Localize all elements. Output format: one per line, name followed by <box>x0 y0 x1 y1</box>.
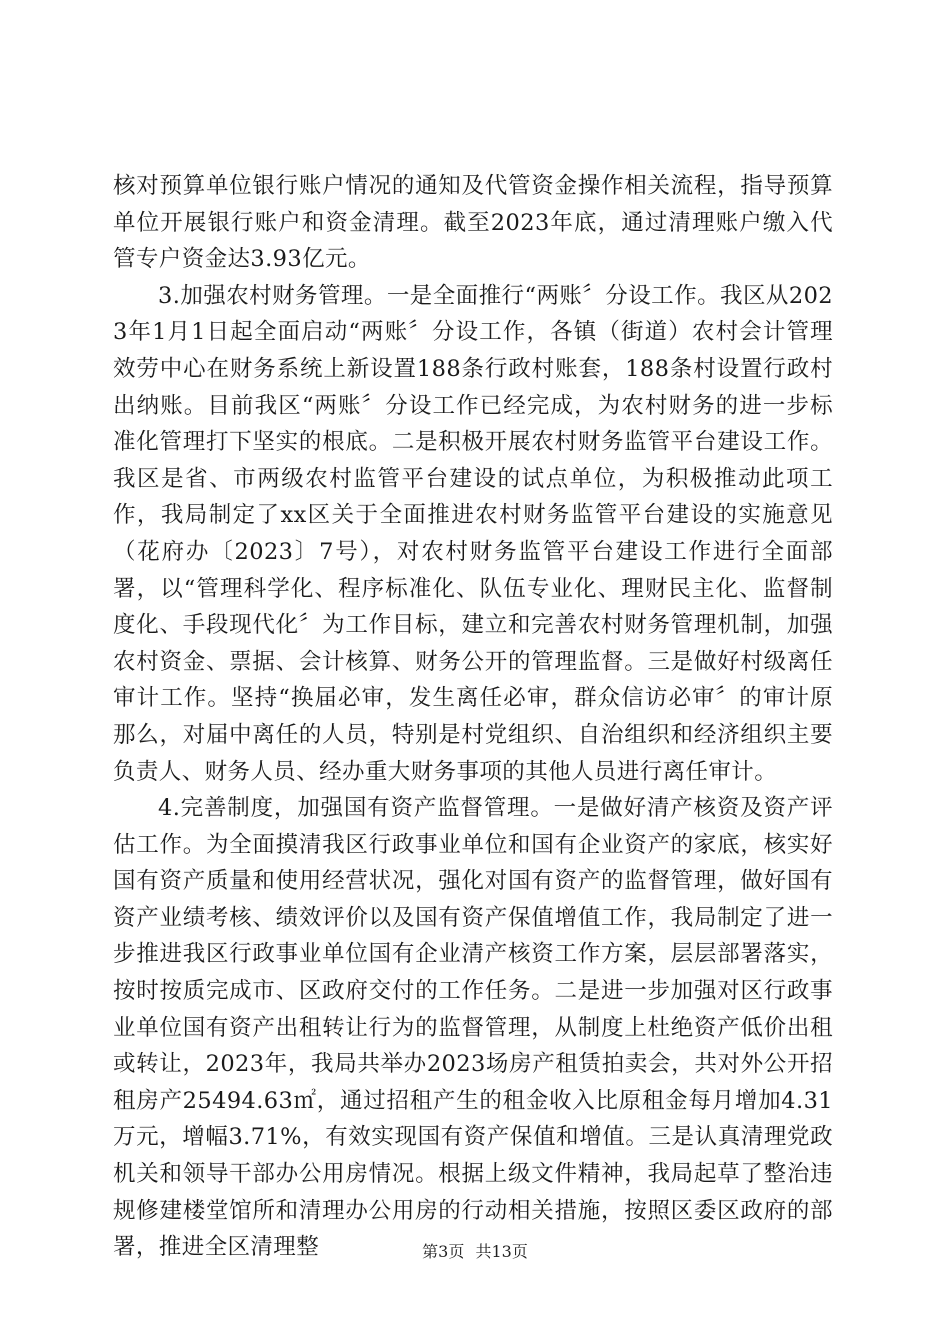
document-body <box>113 168 833 1266</box>
paragraph-1: 核对预算单位银行账户情况的通知及代管资金操作相关流程，指导预算单位开展银行账户和资金清理。截至2023年底，通过清理账户缴入代管专户资金达3.93亿元。 <box>113 173 833 273</box>
paragraph-3: 4.完善制度，加强国有资产监督管理。一是做好清产核资及资产评估工作。为全面摸清我区行政事业单位和国有企业资产的家底，核实好国有资产质量和使用经营状况，强化对国有资产的监督管理，做好国有资产业绩考核、绩效评价以及国有资产保值增值工作，我局制定了进一步推进我区行政事业单位国有企业清产核资工作方案，层层部署落实，按时按质完成市、区政府交付的工作任务。二是进一步加强对区行政事业单位国有资产出租转让行为的监督管理，从制度上杜绝资产低价出租或转让，2023年，我局共举办2023场房产租赁拍卖会，共对外公开招租房产25494.63㎡，通过招租产生的租金收入比原租金每月增加4.31万元，增幅3.71%，有效实现国有资产保值和增值。三是认真清理党政机关和领导干部办公用房情况。根据上级文件精神，我局起草了整治违规修建楼堂馆所和清理办公用房的行动相关措施，按照区委区政府的部署，推进全区清理整 <box>113 795 833 1261</box>
paragraph-2: 3.加强农村财务管理。一是全面推行“两账〞分设工作。我区从2023年1月1日起全面启动“两账〞分设工作，各镇（街道）农村会计管理效劳中心在财务系统上新设置188条行政村账套，188条村设置行政村出纳账。目前我区“两账〞分设工作已经完成，为农村财务的进一步标准化管理打下坚实的根底。二是积极开展农村财务监管平台建设工作。我区是省、市两级农村监管平台建设的试点单位，为积极推动此项工作，我局制定了xx区关于全面推进农村财务监管平台建设的实施意见（花府办〔2023〕7号），对农村财务监管平台建设工作进行全面部署，以“管理科学化、程序标准化、队伍专业化、理财民主化、监督制度化、手段现代化〞为工作目标，建立和完善农村财务管理机制，加强农村资金、票据、会计核算、财务公开的管理监督。三是做好村级离任审计工作。坚持“换届必审，发生离任必审，群众信访必审〞的审计原那么，对届中离任的人员，特别是村党组织、自治组织和经济组织主要负责人、财务人员、经办重大财务事项的其他人员进行离任审计。 <box>113 282 833 785</box>
page-total: 共13页 <box>475 1242 528 1261</box>
page-footer <box>0 1242 950 1262</box>
page-number: 第3页 <box>422 1242 465 1261</box>
